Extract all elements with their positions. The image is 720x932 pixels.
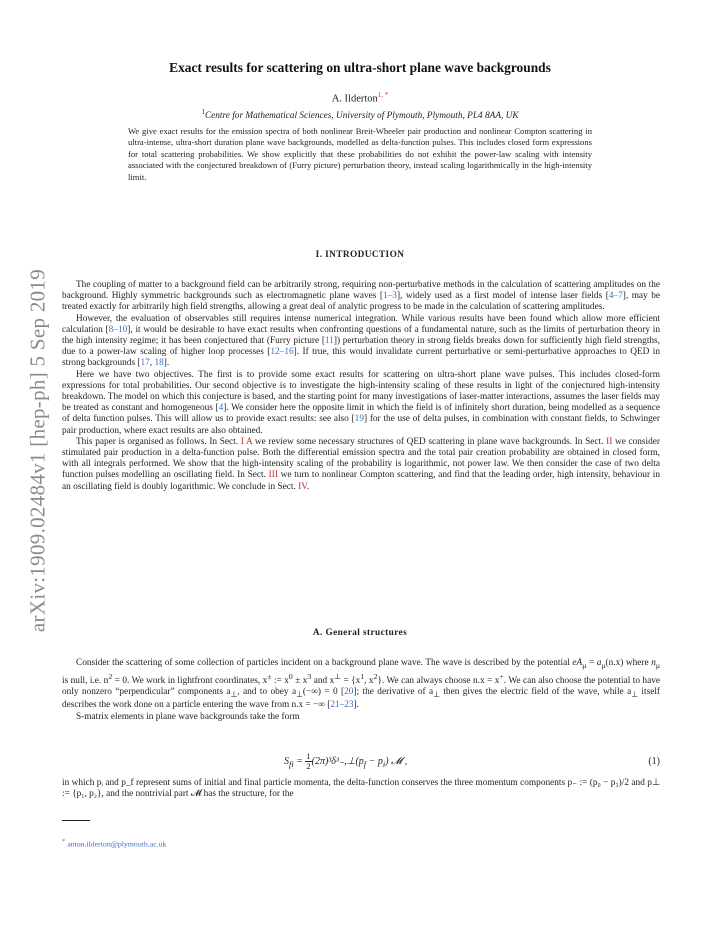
intro-paragraph-2: However, the evaluation of observables still requires intense numerical integration. While various results have been found which allow more efficient calculation [8–10], it would be desirable to have exact results when confronting questions of a fundamental nature, such as the limits of perturbation theory in the high intensity regime; it has been conjectured that (Furry picture [11]) perturbation theory in strong fields breaks down for sufficiently high field strengths, due to a power-law scaling of higher loop processes [12–16]. If true, this would invalidate current perturbative or semi-perturbative approaches to QED in strong backgrounds [17, 18]. (62, 313, 661, 369)
author-name: A. Ilderton (331, 93, 378, 105)
subsection-heading-general-structures: A. General structures (312, 628, 408, 638)
intro-paragraph-3: Here we have two objectives. The first is to provide some exact results for scattering on ultra-short plane wave pulses. This includes closed-form expressions for total probabilities. Our second objective is to investigate the high-intensity scaling of these results in light of the conjectured high-intensity breakdown. The model on which this conjecture is based, and the starting point for many investigations of laser-matter interactions, assumes the laser fields may be treated as constant and homogeneous [4]. We consider here the opposite limit in which the field is of infinitely short duration, being modelled as a sequence of delta function pulses. This will allow us to provide exact results: see also [19] for the use of delta pulses, in combination with constant fields, to Schwinger pair production, where exact results are also obtained. (62, 369, 660, 436)
citation-link[interactable]: 17 (140, 358, 150, 369)
citation-link[interactable]: 18 (154, 358, 164, 369)
section-link[interactable]: IV (298, 481, 307, 492)
equation-number: (1) (648, 756, 660, 767)
citation-link[interactable]: 11 (324, 336, 334, 347)
general-paragraph-3: in which pᵢ and p_f represent sums of initial and final particle momenta, the delta-function conserves the three momentum components p₋ := (p₀ − p₃)/2 and p⊥ := {p₁, p₂}, and the nontrivial part 𝓜 has the structure, for the (62, 778, 660, 800)
footnote (62, 838, 166, 849)
author-marks[interactable]: 1, * (377, 91, 389, 99)
section-link[interactable]: I A (240, 436, 253, 447)
general-paragraph-1: Consider the scattering of some collection of particles incident on a background plane wave. The wave is described by the potential $eA_\mu = a_\mu(n.x)$ where $n_\mu$ is null, i.e. $n^2 = 0$. We work in lightfront coordinates, x± := $x^0 \pm x^3$ and $x^\perp = \{x^1$, $x^2$}. We can always choose n.x = x+. We can also choose the potential to have only nonzero “perpendicular” components $a_\perp$, and to obey $a_\perp(-\infty) = 0$ [20]; the derivative of $a_\perp$ then gives the electric field of the wave, while $a_\perp$ itself describes the work done on a particle entering the wave from n.x = −∞ [21–23]. (62, 658, 660, 711)
section-heading-introduction: I. INTRODUCTION (315, 250, 405, 260)
general-structures-continued (62, 778, 660, 800)
footnote-mark: * (62, 838, 66, 845)
citation-link[interactable]: 4 (218, 403, 224, 414)
section-link[interactable]: II (606, 436, 613, 447)
abstract: We give exact results for the emission spectra of both nonlinear Breit-Wheeler pair production and nonlinear Compton scattering in ultra-intense, ultra-short duration plane wave backgrounds, modelled as delta-function pulses. This includes closed form expressions for total scattering probabilities. We show explicitly that these probabilities do not exhibit the power-law scaling with intensity associated with the conjectured breakdown of (Furry picture) perturbation theory, instead scaling logarithmically in the high-intensity limit. (128, 126, 592, 182)
citation-link[interactable]: 20 (344, 687, 354, 698)
intro-paragraph-4: This paper is organised as follows. In Sect. I A we review some necessary structures of QED scattering in plane wave backgrounds. In Sect. II we consider stimulated pair production in a delta-function pulse. Both the differential emission spectra and the total pair creation probability are obtained in closed form, with all integrals performed. We show that the high-intensity scaling of the probability is logarithmic, not power law. We then consider the case of two delta function pulses modelling an oscillating field. In Sect. III we turn to nonlinear Compton scattering, and find that the leading order, high intensity, behaviour in an oscillating field is doubly logarithmic. We conclude in Sect. IV. (62, 436, 660, 492)
section-link[interactable]: III (268, 470, 278, 481)
author-email-link[interactable]: anton.ilderton@plymouth.ac.uk (67, 839, 167, 849)
equation-formula: $S_{fi}$ = $\frac{1}{2}$ $(2\pi)^3\delta^3_-,\perp(p_f - p_i)$ 𝓜 , (284, 751, 408, 771)
equation-1 (62, 750, 660, 776)
citation-link[interactable]: 4–7 (608, 291, 623, 302)
footnote-rule (62, 820, 90, 821)
citation-link[interactable]: 8–10 (108, 324, 128, 335)
citation-link[interactable]: 1–3 (383, 291, 397, 302)
paper-title: Exact results for scattering on ultra-short plane wave backgrounds (169, 60, 551, 75)
affiliation (60, 108, 660, 121)
affiliation-text: Centre for Mathematical Sciences, University of Plymouth, Plymouth, PL4 8AA, UK (204, 111, 519, 122)
affiliation-mark: 1 (201, 108, 205, 116)
citation-link[interactable]: 12–16 (270, 347, 294, 358)
general-structures-body (62, 658, 660, 723)
citation-link[interactable]: 21–23 (330, 700, 354, 711)
author-line (60, 91, 660, 105)
intro-paragraph-1: The coupling of matter to a background field can be arbitrarily strong, requiring non-perturbative methods in the calculation of scattering amplitudes on the background. Highly symmetric backgrounds such as electromagnetic plane waves [1–3], widely used as a first model of intense laser fields [4–7], may be treated exactly for arbitrarily high field strengths, allowing a great deal of analytic progress to be made in the calculation of scattering amplitudes. (62, 280, 660, 313)
citation-link[interactable]: 19 (354, 414, 364, 425)
general-paragraph-2: S-matrix elements in plane wave backgrounds take the form (76, 711, 300, 722)
equation-fraction: $\frac{1}{2}$ (306, 751, 311, 771)
arxiv-side-stamp: arXiv:1909.02484v1 [hep-ph] 5 Sep 2019 (25, 268, 50, 633)
introduction-body (62, 280, 660, 493)
